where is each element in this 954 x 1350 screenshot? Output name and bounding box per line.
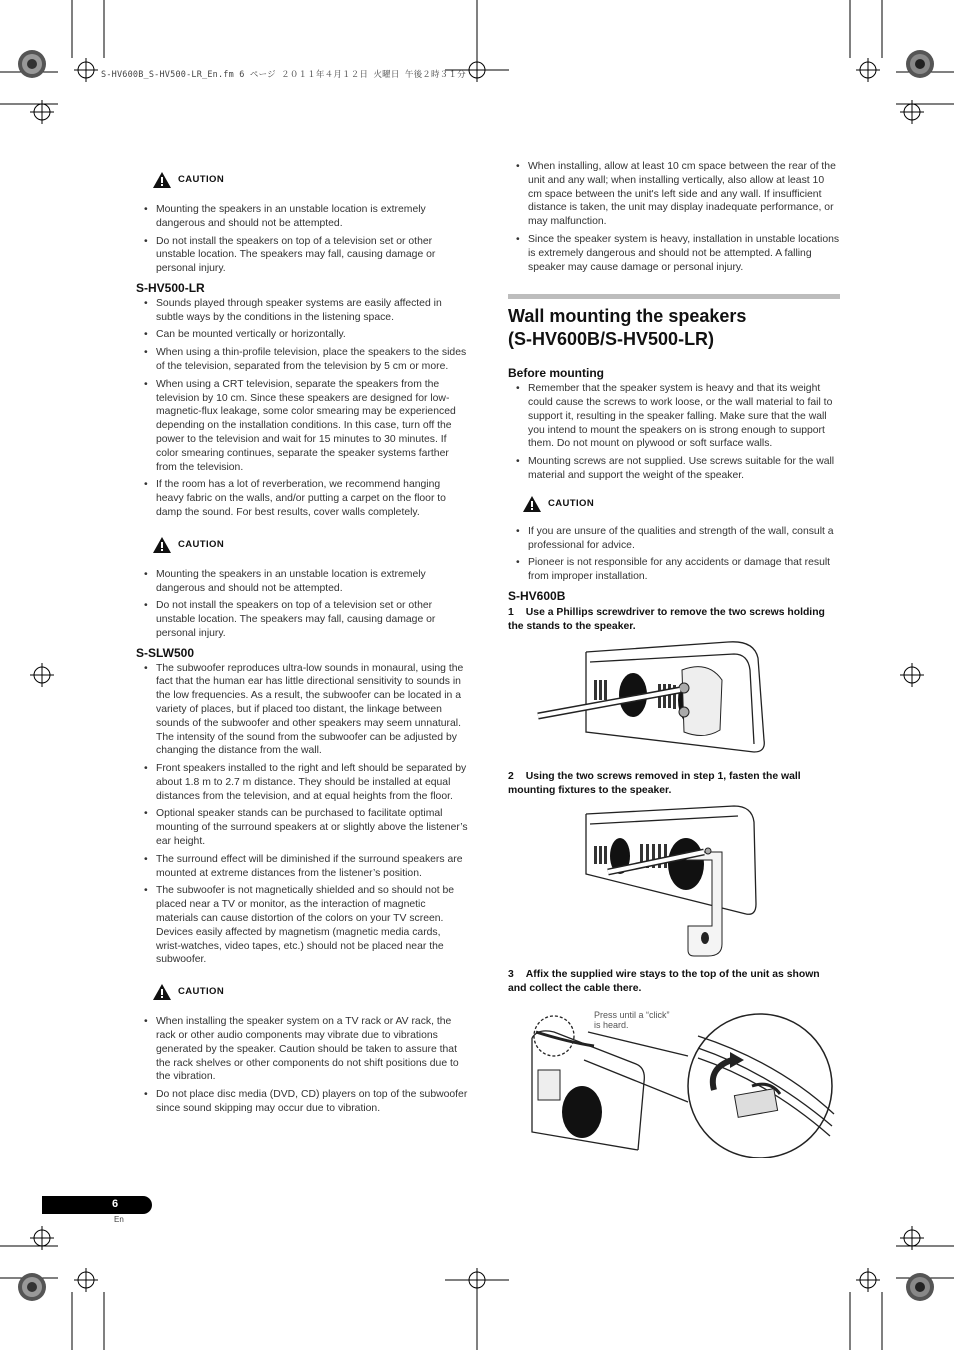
list-item: • When using a thin-profile television, place the speakers to the sides of the television, separated from the television by 5 cm or more. <box>136 346 468 374</box>
right-column <box>508 160 840 1158</box>
caution-block-3 <box>152 981 468 1003</box>
list-item: • Mounting screws are not supplied. Use screws suitable for the wall material and support the weight of the speaker. <box>508 455 840 483</box>
caution-block-4 <box>522 493 840 515</box>
warning-icon <box>152 171 172 189</box>
list-item: • Pioneer is not responsible for any accidents or damage that result from improper installation. <box>508 556 840 584</box>
list-item: • When installing, allow at least 10 cm space between the rear of the unit and any wall; when installing vertically, also allow at least 10 cm space between the unit's left side and any wall. If insufficient distance is taken, the unit may display inadequate performance, or may malfunction. <box>508 160 840 229</box>
caution-block-1 <box>152 169 468 191</box>
before-mounting-list <box>508 382 840 483</box>
left-column <box>136 165 468 1122</box>
list-item: • When installing the speaker system on a TV rack or AV rack, the rack or other audio components may vibrate due to vibrations generated by the speaker. Caution should be taken to assure that the rack shelves or other components do not shift positions due to the vibration. <box>136 1015 468 1084</box>
click-note-line-1: Press until a “click” <box>594 1009 670 1020</box>
caution-2-list <box>136 568 468 641</box>
caution-4-list <box>508 525 840 584</box>
warning-icon <box>152 983 172 1001</box>
list-item: • The subwoofer reproduces ultra-low sounds in monaural, using the fact that the human ear has little directional sensitivity to sounds in the low frequencies. As a result, the subwoofer can be located in a variety of places, but if placed too distant, the linkage between sounds of the subwoofer and other speakers may seem unnatural. The intensity of the sound from the subwoofer can be adjusted by changing the distance from the wall. <box>136 662 468 759</box>
install-notes-list <box>508 160 840 274</box>
list-item: • Do not install the speakers on top of a television set or other unstable location. The speakers may fall, causing damage or personal injury. <box>136 599 468 640</box>
page-number-tab <box>42 1196 152 1214</box>
list-item: • Do not install the speakers on top of a television set or other unstable location. The speakers may fall, causing damage or personal injury. <box>136 235 468 276</box>
step-number: 3 <box>508 968 514 980</box>
click-note <box>594 1010 670 1030</box>
slw500-heading: S-SLW500 <box>136 645 195 660</box>
list-item: • Sounds played through speaker systems are easily affected in subtle ways by the conditions in the listening space. <box>136 297 468 325</box>
section-title-line-1: Wall mounting the speakers <box>508 306 747 327</box>
step-text: Use a Phillips screwdriver to remove the two screws holding the stands to the speaker. <box>508 606 825 632</box>
list-item: • If the room has a lot of reverberation, we recommend hanging heavy fabric on the walls, and/or putting a carpet on the floor to damp the sound. For best results, cover walls completely. <box>136 478 468 519</box>
illustration-remove-screws <box>508 640 840 760</box>
list-item: • When using a CRT television, separate the speakers from the television by 10 cm. Since these speakers are designed for low-magnetic-flux leakage, some color smearing may be experienced depending on the installation conditions. In this case, turn off the power to the television and wait for 15 minutes to 30 minutes. If color smearing continues, separate the speaker systems farther from the television. <box>136 378 468 475</box>
step-3 <box>508 968 840 996</box>
step-text: Affix the supplied wire stays to the top of the unit as shown and collect the cable there. <box>508 968 820 994</box>
list-item: • The surround effect will be diminished if the surround speakers are mounted at extreme distances from the listener’s position. <box>136 853 468 881</box>
list-item: • Mounting the speakers in an unstable location is extremely dangerous and should not be attempted. <box>136 203 468 231</box>
list-item: • Do not place disc media (DVD, CD) players on top of the subwoofer since sound skipping may occur due to vibration. <box>136 1088 468 1116</box>
list-item: • Optional speaker stands can be purchased to facilitate optimal mounting of the surround speakers at or slightly above the listener’s ear height. <box>136 807 468 848</box>
caution-label: CAUTION <box>178 538 225 550</box>
illustration-fasten-fixtures <box>508 804 840 962</box>
list-item: • Front speakers installed to the right and left should be separated by about 1.8 m to 2.7 m distance. They should be installed at equal distances from the television, and at equal heights from the floor. <box>136 762 468 803</box>
step-1 <box>508 606 840 634</box>
page-language: En <box>114 1215 124 1224</box>
illustration-wire-stays-wrap <box>508 1002 840 1158</box>
step-number: 2 <box>508 770 514 782</box>
step-text: Using the two screws removed in step 1, fasten the wall mounting fixtures to the speaker. <box>508 770 801 796</box>
list-item: • The subwoofer is not magnetically shielded and so should not be placed near a TV or monitor, as the interaction of magnetic materials can cause distortion of the colors on your TV screen. Devices easily affected by magnetism (magnetic media cards, wrist-watches, video tapes, etc.) should not be placed near the subwoofer. <box>136 884 468 967</box>
illustration-wire-stays <box>508 1002 840 1158</box>
caution-3-list <box>136 1015 468 1116</box>
warning-icon <box>522 495 542 513</box>
section-title <box>508 305 840 351</box>
file-header: S-HV600B_S-HV500-LR_En.fm 6 ページ ２０１１年４月１２日 火曜日 午後２時３１分 <box>101 70 466 80</box>
caution-label: CAUTION <box>178 174 225 186</box>
hv500-heading: S-HV500-LR <box>136 280 205 295</box>
caution-label: CAUTION <box>178 986 225 998</box>
caution-block-2 <box>152 534 468 556</box>
list-item: • Remember that the speaker system is heavy and that its weight could cause the screws to work loose, or the wall material to fail to support it, resulting in the speaker falling. Make sure that the wall you intend to mount the speakers on is strong enough to support them. Do not mount on plywood or soft surface walls. <box>508 382 840 451</box>
slw500-list <box>136 662 468 968</box>
list-item: • If you are unsure of the qualities and strength of the wall, consult a professional for advice. <box>508 525 840 553</box>
section-rule <box>508 294 840 299</box>
before-mounting-heading: Before mounting <box>508 366 604 381</box>
list-item: • Since the speaker system is heavy, installation in unstable locations is extremely dangerous and should not be attempted. A falling speaker may cause damage or personal injury. <box>508 233 840 274</box>
step-number: 1 <box>508 606 514 618</box>
section-title-line-2: (S-HV600B/S-HV500-LR) <box>508 329 715 350</box>
warning-icon <box>152 536 172 554</box>
caution-label: CAUTION <box>548 497 595 509</box>
list-item: • Mounting the speakers in an unstable location is extremely dangerous and should not be attempted. <box>136 568 468 596</box>
step-2 <box>508 770 840 798</box>
click-note-line-2: is heard. <box>594 1019 629 1030</box>
hv600-heading: S-HV600B <box>508 588 566 603</box>
hv500-list <box>136 297 468 520</box>
list-item: • Can be mounted vertically or horizontally. <box>136 328 468 342</box>
page-number: 6 <box>112 1198 119 1210</box>
caution-1-list <box>136 203 468 276</box>
